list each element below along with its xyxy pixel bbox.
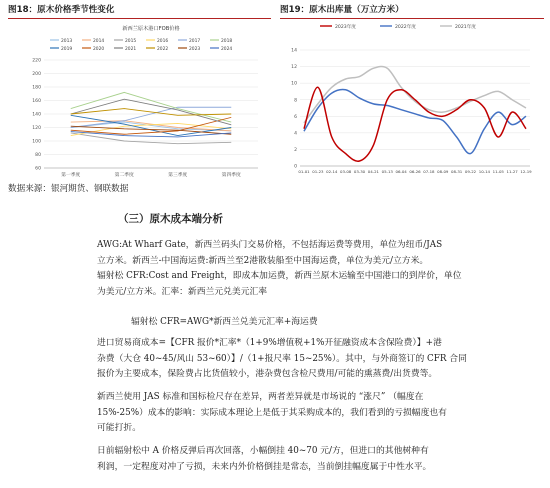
y-tick-label: 100 (32, 139, 41, 145)
paragraph-importer-cost (97, 336, 527, 383)
y-tick-label: 10 (291, 81, 297, 87)
y-tick-label: 120 (32, 126, 41, 132)
seasonal-price-chart (8, 20, 272, 178)
x-tick-label: 01-23 (312, 169, 324, 174)
series-line-2023年度 (304, 87, 526, 161)
x-tick-label: 第三季度 (168, 173, 188, 178)
x-tick-label: 07-18 (423, 169, 435, 174)
paragraph-line: 为美元/立方米。汇率：新西兰元兑美元汇率 (97, 286, 268, 297)
x-tick-label: 第四季度 (221, 173, 241, 178)
x-tick-label: 09-22 (464, 169, 477, 174)
legend-label: 2018 (221, 38, 233, 44)
paragraph-line: 杂费（大仓 40~45/风山 53~60）】/（1+报尺率 15~25%）。其中，与外商签订的 CFR 合同 (97, 353, 467, 364)
legend-label: 2019 (61, 46, 73, 52)
x-tick-label: 03-08 (339, 169, 352, 174)
legend-label: 2022年度 (395, 25, 416, 30)
legend-label: 2023年度 (335, 25, 356, 30)
section-title: （三）原木成本端分析 (118, 213, 223, 225)
y-tick-label: 8 (294, 98, 297, 104)
y-tick-label: 2 (294, 148, 297, 154)
chart-title: 新西兰原木港口FOB价格 (122, 26, 180, 32)
paragraph-line: 15%-25%）成本的影响：实际成本理论上是低于其采购成本的，我们看到的亏损幅度也有 (97, 407, 447, 418)
y-tick-label: 140 (32, 112, 41, 118)
legend-label: 2023 (189, 46, 201, 52)
y-tick-label: 200 (32, 72, 41, 78)
legend-label: 2017 (189, 38, 201, 44)
legend-label: 2022 (157, 46, 169, 52)
legend-label: 2016 (157, 38, 169, 44)
y-tick-label: 80 (35, 153, 41, 159)
x-tick-label: 11-05 (492, 169, 504, 174)
y-tick-label: 180 (32, 85, 41, 91)
paragraph-line: 报价为主要成本，保险费占比货值较小，港杂费包含检尺费用/可能的熏蒸费/出货费等。 (97, 369, 438, 379)
outbound-volume-chart (280, 20, 544, 178)
y-tick-label: 6 (294, 114, 297, 120)
legend-label: 2015 (125, 38, 137, 44)
paragraph-line: 日前辐射松中 A 价格反弹后再次回落，小幅倒挂 40~70 元/方，但进口的其他树种有 (97, 446, 429, 456)
y-tick-label: 0 (294, 164, 297, 170)
figure-19-header: 图19：原木出库量（万立方米） (280, 2, 544, 19)
y-tick-label: 220 (32, 58, 41, 64)
x-tick-label: 03-30 (353, 169, 366, 174)
paragraph-line: 利润，一定程度对冲了亏损，未来内外价格倒挂是常态，当前倒挂幅度属于中性水平。 (97, 461, 432, 472)
y-tick-label: 160 (32, 99, 41, 105)
x-tick-label: 04-21 (367, 169, 380, 174)
y-tick-label: 12 (291, 65, 297, 71)
x-tick-label: 02-14 (326, 169, 338, 174)
paragraph-measurement-difference (97, 390, 527, 437)
x-tick-label: 第二季度 (114, 173, 134, 178)
x-tick-label: 08-31 (450, 169, 463, 174)
data-source-note: 数据来源：银河期货、钢联数据 (8, 184, 129, 194)
x-tick-label: 06-04 (395, 169, 407, 174)
x-tick-label: 第一季度 (61, 173, 81, 178)
paragraph-line: AWG:At Wharf Gate，新西兰码头门交易价格，不包括海运费等费用，单位为纽币/JAS (97, 240, 443, 250)
y-tick-label: 4 (294, 131, 297, 137)
figure-18-header: 图18：原木价格季节性变化 (8, 2, 271, 19)
paragraph-line: 可能打折。 (97, 423, 141, 433)
paragraph-price-outlook (97, 444, 527, 475)
cfr-formula: 辐射松 CFR=AWG*新西兰兑美元汇率+海运费 (131, 317, 318, 327)
y-tick-label: 60 (35, 166, 41, 172)
x-tick-label: 08-09 (437, 169, 449, 174)
x-tick-label: 12-19 (520, 169, 532, 174)
legend-label: 2021 (125, 46, 137, 52)
legend-label: 2014 (93, 38, 105, 44)
paragraph-cost-definitions (97, 238, 527, 300)
paragraph-line: 新西兰使用 JAS 标准和国标检尺存在差异，两者差异就是市场说的 “涨尺” （幅度在 (97, 392, 424, 402)
legend-label: 2021年度 (455, 25, 476, 30)
legend-label: 2024 (221, 46, 233, 52)
x-tick-label: 06-26 (409, 169, 421, 174)
paragraph-line: 立方米。新西兰-中国海运费:新西兰至2港散装船至中国海运费，单位为美元/立方米。 (97, 255, 429, 266)
legend-label: 2020 (93, 46, 105, 52)
legend-label: 2013 (61, 38, 73, 44)
paragraph-line: 辐射松 CFR:Cost and Freight，即成本加运费，新西兰原木运输至中国港口的到岸价，单位 (97, 271, 462, 281)
x-tick-label: 10-14 (478, 169, 491, 174)
y-tick-label: 14 (291, 48, 297, 54)
x-tick-label: 05-13 (381, 169, 393, 174)
paragraph-line: 进口贸易商成本=【CFR 报价*汇率*（1+9%增值税+1%开征融资成本含保险费）】+港 (97, 338, 442, 348)
x-tick-label: 11-27 (506, 169, 518, 174)
x-tick-label: 01-01 (298, 169, 310, 174)
